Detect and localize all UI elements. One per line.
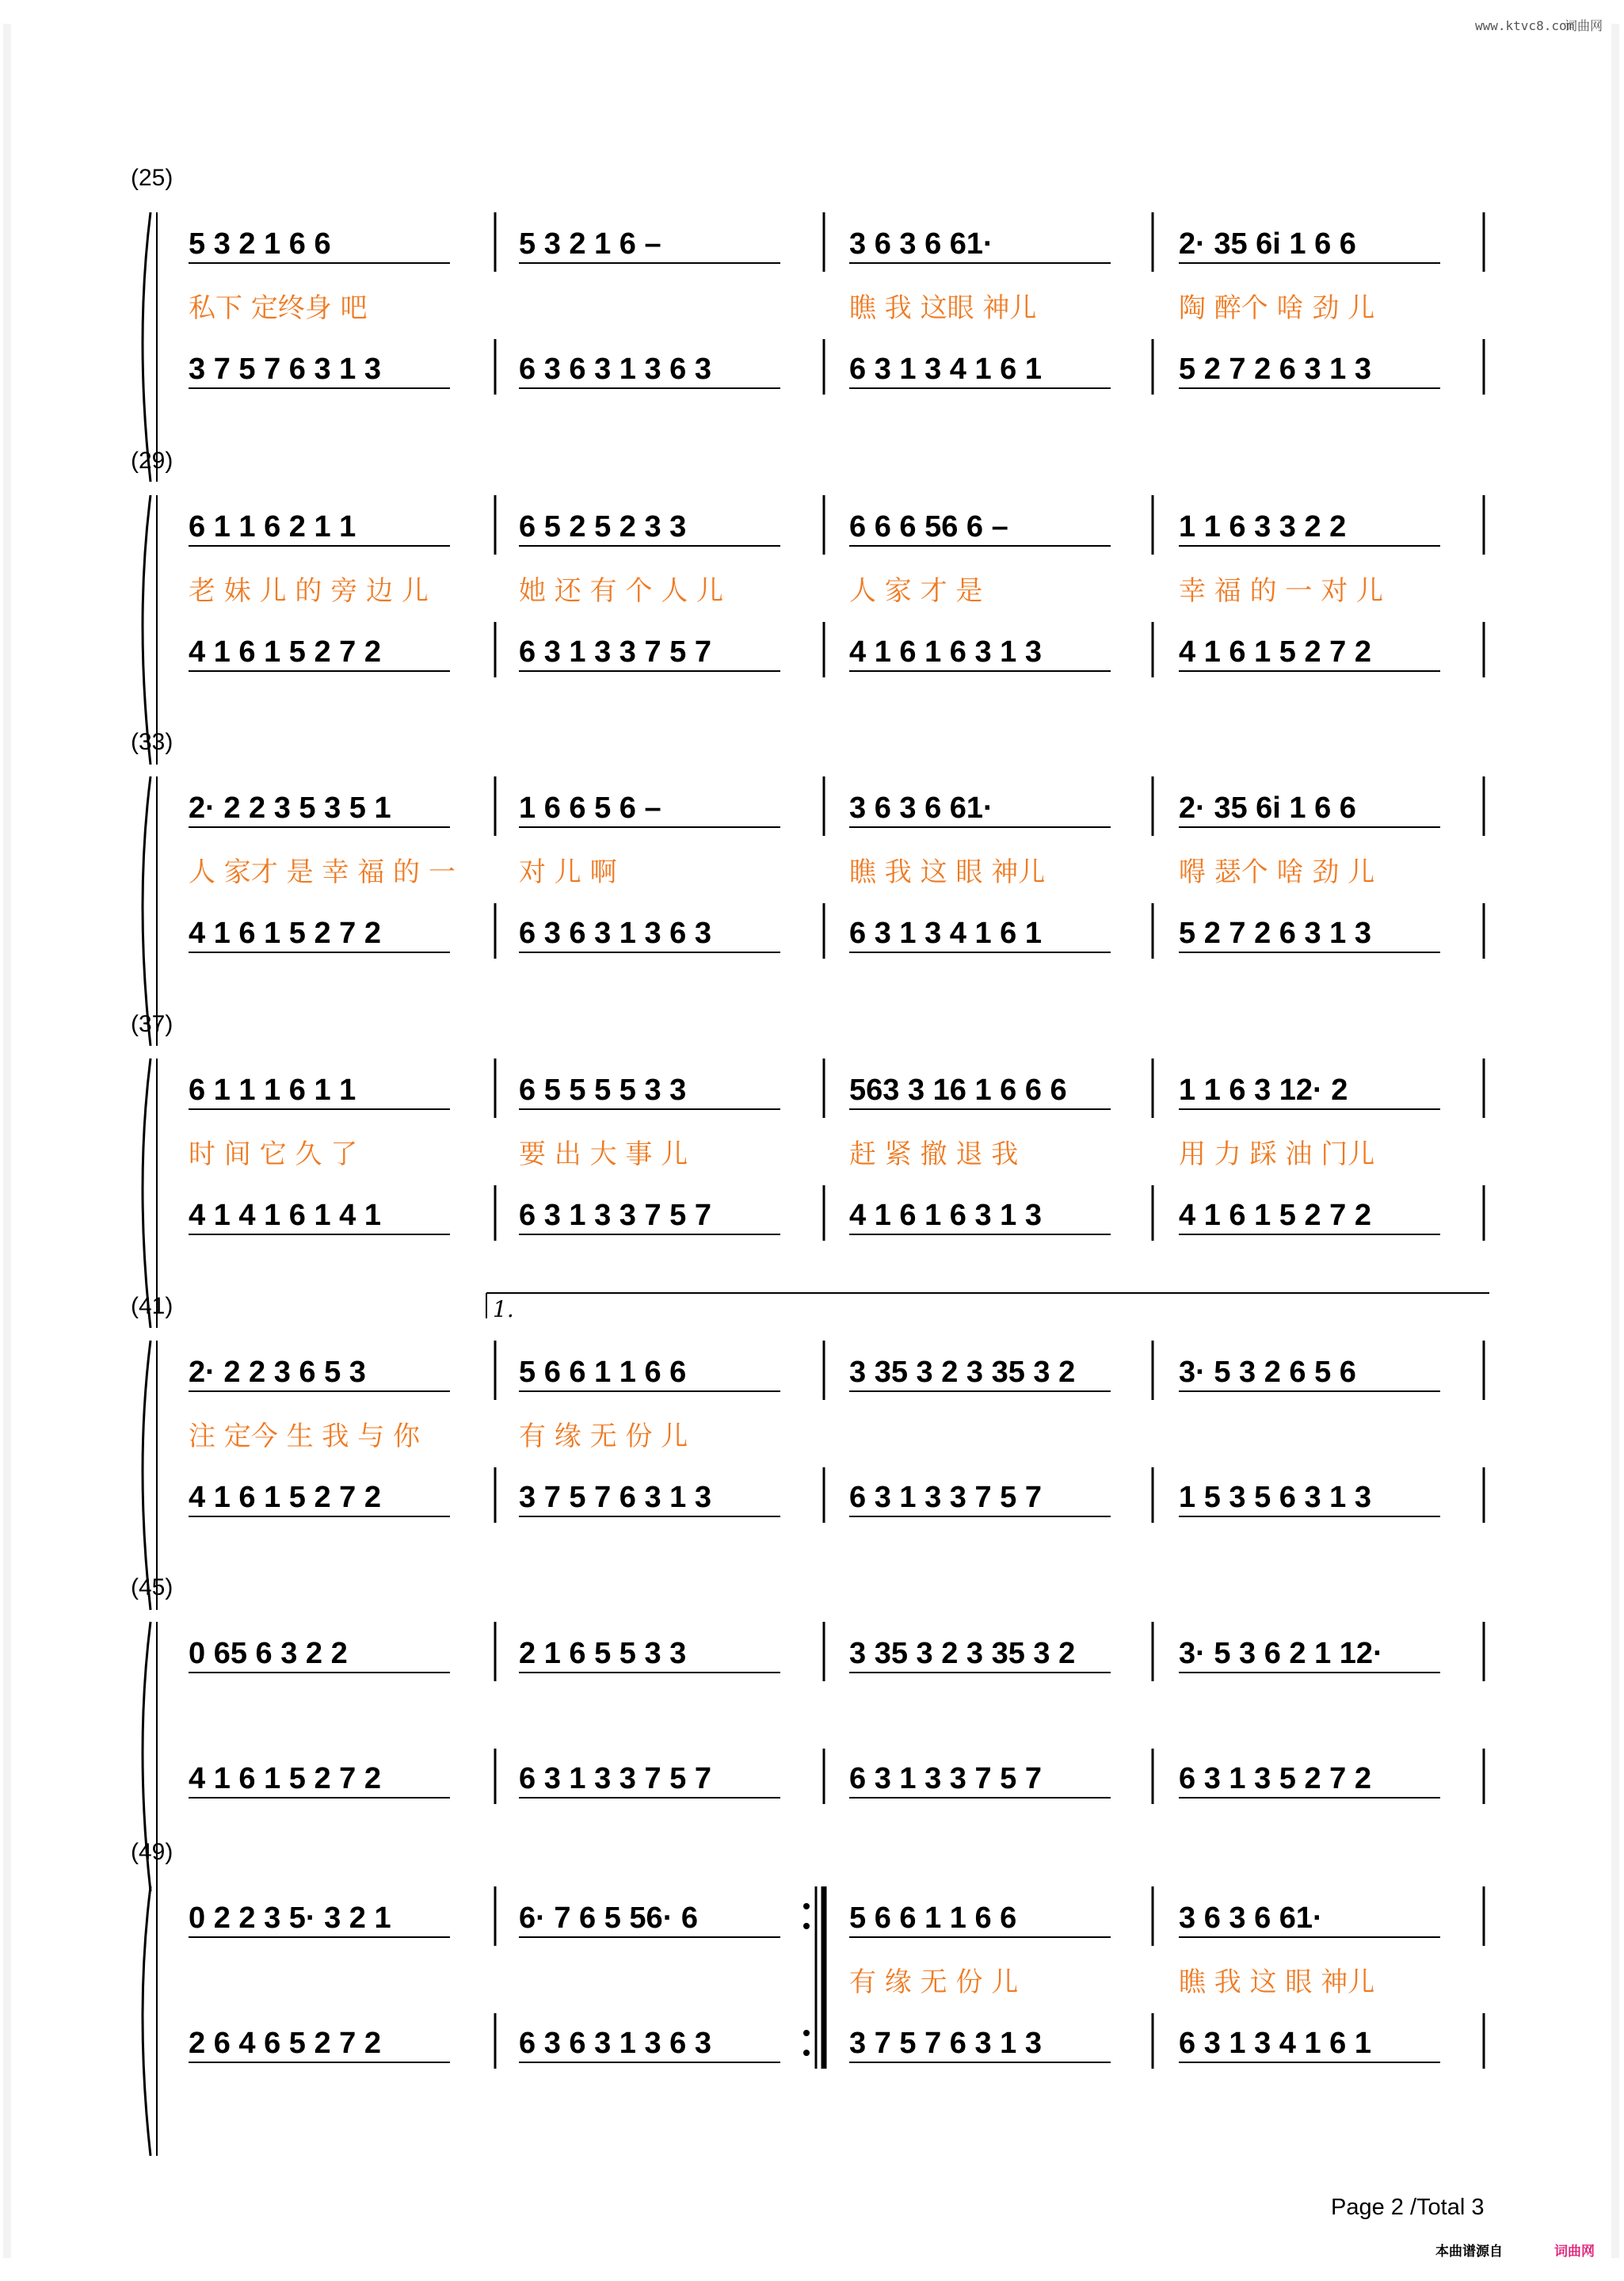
top-measure: 6 6 6 56 6 – — [849, 510, 1008, 544]
repeat-dot — [803, 2050, 810, 2056]
top-measure: 5 3 2 1 6 – — [519, 227, 661, 261]
right-watermark-strip — [1611, 24, 1619, 2258]
source-stamp-logo: 词曲网 — [1554, 2244, 1595, 2260]
top-measure: 2· 35 6i 1 6 6 — [1179, 227, 1356, 261]
bottom-measure: 4 1 6 1 5 2 7 2 — [189, 1762, 381, 1795]
top-measure: 2 1 6 5 5 3 3 — [519, 1637, 687, 1670]
measure-number: (45) — [131, 1574, 173, 1600]
page-number: Page 2 /Total 3 — [1331, 2195, 1485, 2220]
lyric-line: 瞧 我 这眼 神儿 — [849, 292, 1037, 324]
source-stamp-text: 本曲谱源自 — [1435, 2244, 1503, 2260]
lyric-line: 她 还 有 个 人 儿 — [519, 575, 724, 607]
bottom-measure: 3 7 5 7 6 3 1 3 — [519, 1481, 711, 1514]
lyric-line: 有 缘 无 份 儿 — [849, 1966, 1019, 1998]
top-measure: 1 1 6 3 3 2 2 — [1179, 510, 1347, 544]
top-measure: 3· 5 3 6 2 1 12· — [1179, 1637, 1383, 1670]
lyric-line: 幸 福 的 一 对 儿 — [1179, 575, 1384, 607]
lyric-line: 陶 醉个 啥 劲 儿 — [1179, 292, 1375, 324]
bottom-measure: 4 1 6 1 5 2 7 2 — [189, 917, 381, 950]
top-measure: 6 5 5 5 5 3 3 — [519, 1074, 687, 1107]
bottom-measure: 4 1 6 1 5 2 7 2 — [1179, 635, 1371, 669]
bottom-measure: 2 6 4 6 5 2 7 2 — [189, 2027, 381, 2060]
top-measure: 2· 2 2 3 6 5 3 — [189, 1356, 366, 1389]
top-measure: 3 6 3 6 61· — [849, 791, 993, 825]
lyric-line: 时 间 它 久 了 — [189, 1139, 358, 1170]
top-measure: 6 1 1 1 6 1 1 — [189, 1074, 356, 1107]
left-watermark-strip — [3, 24, 11, 2258]
top-measure: 2· 2 2 3 5 3 5 1 — [189, 791, 391, 825]
top-measure: 3 35 3 2 3 35 3 2 — [849, 1356, 1076, 1389]
top-measure: 3 35 3 2 3 35 3 2 — [849, 1637, 1076, 1670]
bottom-measure: 6 3 1 3 3 7 5 7 — [519, 1762, 711, 1795]
lyric-line: 要 出 大 事 儿 — [519, 1139, 688, 1170]
lyric-line: 老 妹 儿 的 旁 边 儿 — [189, 575, 429, 607]
measure-number: (41) — [131, 1293, 173, 1319]
top-measure: 5 6 6 1 1 6 6 — [519, 1356, 687, 1389]
bottom-measure: 6 3 1 3 4 1 6 1 — [849, 917, 1042, 950]
bottom-measure: 4 1 4 1 6 1 4 1 — [189, 1199, 381, 1232]
bottom-measure: 4 1 6 1 5 2 7 2 — [189, 1481, 381, 1514]
top-measure: 0 65 6 3 2 2 — [189, 1637, 348, 1670]
top-measure: 1 1 6 3 12· 2 — [1179, 1074, 1348, 1107]
header-logo: 词曲网 — [1565, 18, 1603, 33]
bottom-measure: 6 3 1 3 3 7 5 7 — [849, 1762, 1042, 1795]
top-measure: 0 2 2 3 5· 3 2 1 — [189, 1901, 391, 1935]
measure-number: (37) — [131, 1011, 173, 1037]
lyric-line: 瞧 我 这 眼 神儿 — [1179, 1966, 1375, 1998]
bottom-measure: 6 3 1 3 3 7 5 7 — [849, 1481, 1042, 1514]
lyric-line: 对 儿 啊 — [519, 856, 617, 888]
top-measure: 6 1 1 6 2 1 1 — [189, 510, 356, 544]
top-measure: 1 6 6 5 6 – — [519, 791, 661, 825]
bottom-measure: 3 7 5 7 6 3 1 3 — [189, 353, 381, 386]
header-site: www.ktvc8.com — [1475, 18, 1575, 33]
bottom-measure: 6 3 6 3 1 3 6 3 — [519, 917, 711, 950]
bottom-measure: 4 1 6 1 6 3 1 3 — [849, 1199, 1042, 1232]
top-measure: 3 6 3 6 61· — [849, 227, 993, 261]
repeat-dot — [803, 2030, 810, 2036]
bottom-measure: 6 3 1 3 3 7 5 7 — [519, 635, 711, 669]
lyric-line: 瞧 我 这 眼 神儿 — [849, 856, 1046, 888]
volta-number: 1. — [493, 1296, 514, 1322]
bottom-measure: 3 7 5 7 6 3 1 3 — [849, 2027, 1042, 2060]
bottom-measure: 6 3 1 3 4 1 6 1 — [849, 353, 1042, 386]
lyric-line: 人 家才 是 幸 福 的 一 — [189, 856, 456, 888]
bottom-measure: 4 1 6 1 5 2 7 2 — [1179, 1199, 1371, 1232]
repeat-dot — [803, 1923, 810, 1929]
bottom-measure: 6 3 1 3 5 2 7 2 — [1179, 1762, 1371, 1795]
repeat-dot — [803, 1903, 810, 1909]
lyric-line: 人 家 才 是 — [849, 575, 983, 607]
measure-number: (49) — [131, 1839, 173, 1865]
lyric-line: 有 缘 无 份 儿 — [519, 1421, 688, 1452]
bottom-measure: 6 3 1 3 3 7 5 7 — [519, 1199, 711, 1232]
bottom-measure: 6 3 6 3 1 3 6 3 — [519, 2027, 711, 2060]
lyric-line: 私下 定终身 吧 — [189, 292, 368, 324]
bottom-measure: 4 1 6 1 5 2 7 2 — [189, 635, 381, 669]
top-measure: 6 5 2 5 2 3 3 — [519, 510, 687, 544]
lyric-line: 赶 紧 撤 退 我 — [849, 1139, 1019, 1170]
top-measure: 3 6 3 6 61· — [1179, 1901, 1323, 1935]
top-measure: 5 6 6 1 1 6 6 — [849, 1901, 1017, 1935]
top-measure: 2· 35 6i 1 6 6 — [1179, 791, 1356, 825]
bottom-measure: 6 3 1 3 4 1 6 1 — [1179, 2027, 1371, 2060]
measure-number: (29) — [131, 448, 173, 474]
bottom-measure: 5 2 7 2 6 3 1 3 — [1179, 353, 1371, 386]
top-measure: 3· 5 3 2 6 5 6 — [1179, 1356, 1356, 1389]
lyric-line: 用 力 踩 油 门儿 — [1179, 1139, 1375, 1170]
bottom-measure: 1 5 3 5 6 3 1 3 — [1179, 1481, 1371, 1514]
top-measure: 5 3 2 1 6 6 — [189, 227, 331, 261]
measure-number: (33) — [131, 729, 173, 755]
measure-number: (25) — [131, 165, 173, 191]
lyric-line: 嘚 瑟个 啥 劲 儿 — [1179, 856, 1375, 888]
bottom-measure: 5 2 7 2 6 3 1 3 — [1179, 917, 1371, 950]
top-measure: 563 3 16 1 6 6 6 — [849, 1074, 1067, 1107]
top-measure: 6· 7 6 5 56· 6 — [519, 1901, 699, 1935]
bottom-measure: 4 1 6 1 6 3 1 3 — [849, 635, 1042, 669]
lyric-line: 注 定今 生 我 与 你 — [189, 1421, 421, 1452]
bottom-measure: 6 3 6 3 1 3 6 3 — [519, 353, 711, 386]
